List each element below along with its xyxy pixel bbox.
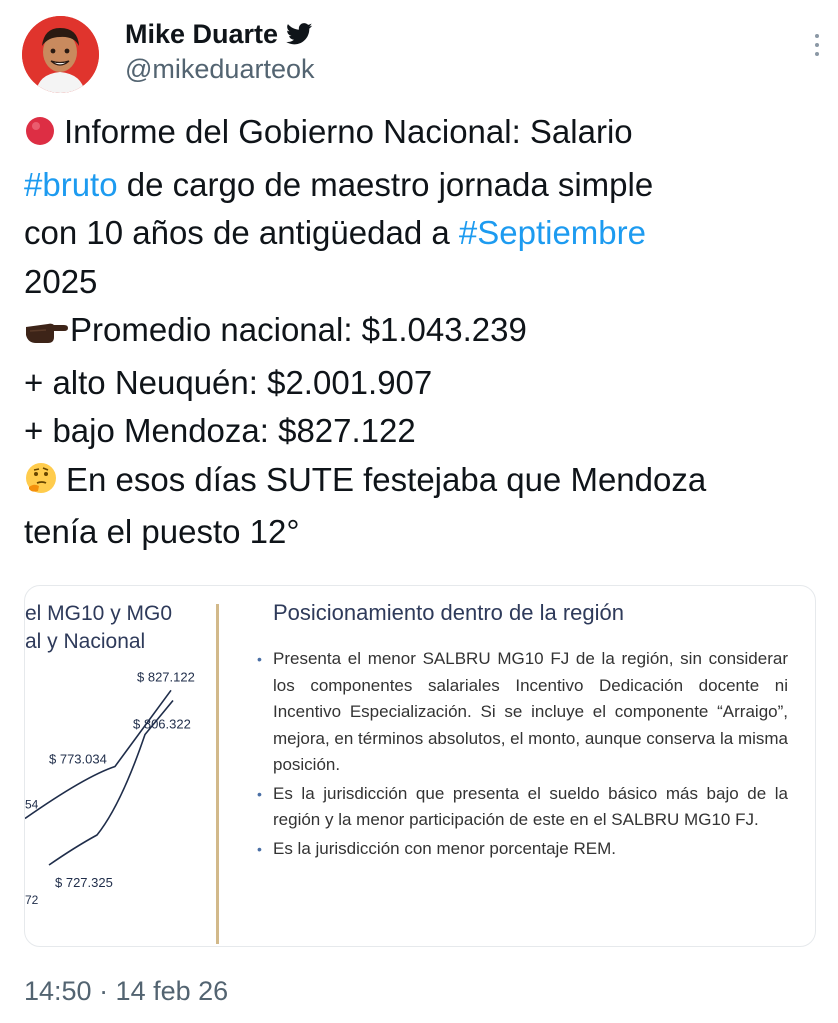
tweet-line: [24, 359, 814, 408]
bullet-list: [257, 646, 788, 862]
bullet-text: Es la jurisdicción con menor porcentaje REM.: [273, 838, 616, 858]
tweet-timestamp[interactable]: 14:50 · 14 feb 26: [24, 976, 229, 1006]
tick-label: 54: [25, 797, 39, 812]
tweet-line: [24, 209, 814, 258]
bullet-item: [257, 646, 788, 779]
red-circle-emoji-icon: [24, 112, 56, 161]
bullet-dot: •: [257, 785, 262, 802]
hashtag-link[interactable]: #Septiembre: [458, 214, 646, 251]
bullet-item: [257, 836, 788, 863]
more-vertical-icon[interactable]: [812, 34, 822, 62]
tweet-line: [24, 456, 814, 509]
chart-title-line: al y Nacional: [25, 630, 146, 653]
tweet-text-segment: con 10 años de antigüedad a: [24, 214, 459, 251]
tweet-line: [24, 161, 814, 210]
line-chart: [25, 586, 217, 946]
tweet-text-segment: + bajo Mendoza: $827.122: [24, 412, 416, 449]
data-label: $ 827.122: [137, 669, 195, 685]
analysis-section: [257, 600, 788, 864]
tweet-text-segment: En esos días SUTE festejaba que Mendoza: [66, 460, 707, 498]
thinking-face-emoji-icon: [24, 460, 58, 509]
tweet-text: [24, 108, 814, 557]
bullet-dot: •: [257, 651, 262, 667]
tweet-text-segment: Promedio nacional: $1.043.239: [70, 311, 527, 348]
tweet-text-segment: Informe del Gobierno Nacional: Salario: [64, 113, 633, 150]
chart-panel: [25, 586, 217, 946]
tweet-line: [24, 306, 814, 359]
avatar[interactable]: [22, 16, 99, 93]
chart-title-line: el MG10 y MG0: [25, 602, 173, 625]
tweet-line: [24, 508, 814, 557]
bullet-text: Presenta el menor SALBRU MG10 FJ de la región, sin considerar los componentes salariales Incentivo Dedicación docente ni Incentivo Especialización. Si se incluye el componente “Arraigo”, mejora, en términos absolutos, el monto, aunque conserva la misma posición.: [273, 649, 788, 774]
data-label: $ 727.325: [55, 875, 113, 891]
user-handle[interactable]: @mikeduarteok: [125, 54, 315, 84]
tweet-line: [24, 407, 814, 456]
data-label: $ 773.034: [49, 751, 107, 767]
bullet-text: Es la jurisdicción que presenta el sueldo básico más bajo de la región y la menor participación de este en el SALBRU MG10 FJ.: [273, 783, 788, 829]
tick-label: 72: [25, 893, 39, 907]
attached-image[interactable]: [24, 585, 816, 947]
display-name-row: [125, 18, 315, 50]
tweet-text-segment: de cargo de maestro jornada simple: [117, 165, 654, 203]
tweet-text-segment: 2025: [24, 262, 98, 300]
cartoon-avatar-icon: [22, 16, 99, 93]
section-title: Posicionamiento dentro de la región: [273, 600, 625, 625]
display-name[interactable]: Mike Duarte: [125, 18, 279, 49]
bullet-item: [257, 781, 788, 834]
tweet-text-segment: tenía el puesto 12°: [24, 513, 300, 550]
pointing-hand-emoji-icon: [24, 310, 68, 359]
user-names: [125, 18, 315, 85]
tweet-line: [24, 108, 814, 161]
card-divider: [216, 604, 219, 944]
tweet-line: [24, 258, 814, 307]
tweet-text-segment: + alto Neuquén: $2.001.907: [24, 363, 433, 401]
hashtag-link[interactable]: #bruto: [24, 165, 118, 203]
data-label: $ 806.322: [133, 716, 191, 732]
tweet-header: [22, 16, 822, 94]
twitter-bird-icon: [286, 23, 313, 45]
bullet-dot: •: [257, 840, 262, 857]
